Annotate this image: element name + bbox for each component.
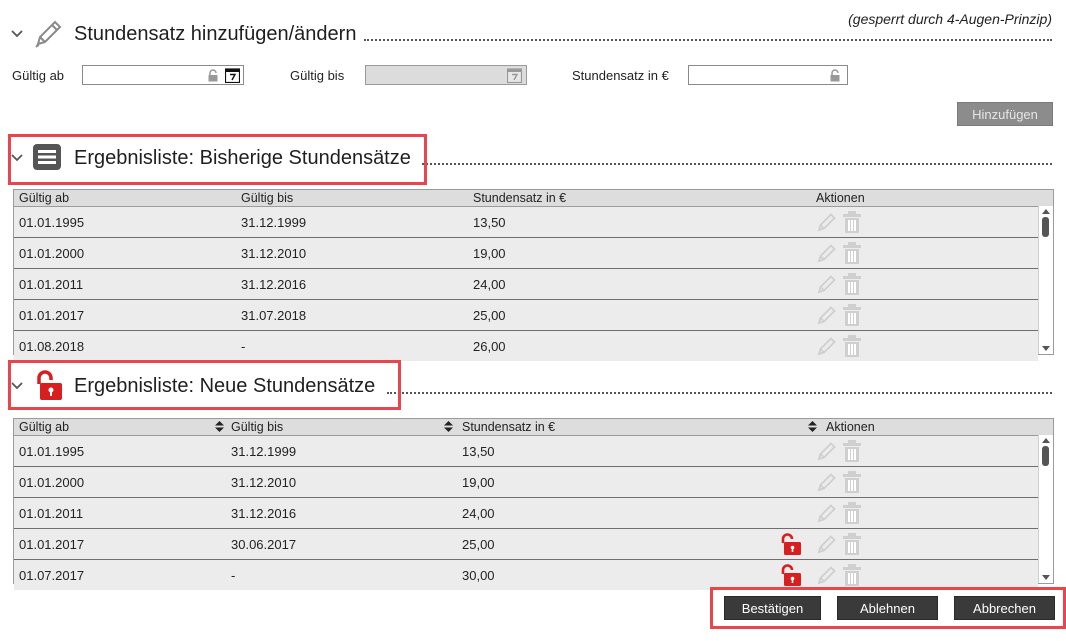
scroll-up-arrow-icon[interactable] xyxy=(1042,438,1050,443)
lock-note: (gesperrt durch 4-Augen-Prinzip) xyxy=(848,11,1052,27)
sort-icon[interactable] xyxy=(444,421,453,435)
table-body xyxy=(14,207,1053,361)
sort-icon[interactable] xyxy=(808,421,817,435)
row-actions xyxy=(816,563,862,590)
table-cell: 24,00 xyxy=(462,506,495,521)
delete-trash-icon[interactable] xyxy=(842,470,862,497)
row-actions xyxy=(816,501,862,528)
table-cell: 25,00 xyxy=(462,537,495,552)
row-actions xyxy=(816,470,862,497)
table-cell: 25,00 xyxy=(473,308,506,323)
table-row[interactable] xyxy=(14,331,1038,361)
highlight-box xyxy=(8,134,427,185)
delete-trash-icon[interactable] xyxy=(842,241,862,268)
table-header xyxy=(14,419,1053,436)
edit-pencil-icon[interactable] xyxy=(816,304,838,329)
lock-icon xyxy=(829,69,841,87)
valid-from-label: Gültig ab xyxy=(12,68,65,83)
table-row[interactable] xyxy=(14,238,1038,269)
new-section-title: Ergebnisliste: Neue Stundensätze xyxy=(74,374,376,397)
table-cell: 01.01.2000 xyxy=(19,475,85,490)
edit-pencil-icon[interactable] xyxy=(816,211,838,236)
valid-to-input xyxy=(366,66,526,84)
table-cell: 01.01.2011 xyxy=(19,506,84,521)
table-cell: 13,50 xyxy=(473,215,506,230)
delete-trash-icon[interactable] xyxy=(842,303,862,330)
unlock-icon[interactable] xyxy=(779,532,803,556)
delete-trash-icon[interactable] xyxy=(842,439,862,466)
table-row[interactable] xyxy=(14,207,1038,238)
column-header: Stundensatz in € xyxy=(473,191,567,205)
table-cell: 13,50 xyxy=(462,444,495,459)
column-header: Gültig ab xyxy=(19,420,70,434)
lock-icon xyxy=(207,69,219,87)
highlight-box xyxy=(8,360,401,410)
column-header: Gültig bis xyxy=(241,191,294,205)
edit-pencil-icon[interactable] xyxy=(816,335,838,360)
table-row[interactable] xyxy=(14,498,1038,529)
table-cell: 01.01.2011 xyxy=(19,277,84,292)
delete-trash-icon[interactable] xyxy=(842,563,862,590)
table-row[interactable] xyxy=(14,300,1038,331)
edit-pencil-icon[interactable] xyxy=(816,533,838,558)
form-section-header xyxy=(10,16,356,52)
scrollbar[interactable] xyxy=(1038,435,1053,583)
edit-pencil-icon[interactable] xyxy=(816,242,838,267)
table-cell: 01.07.2017 xyxy=(19,568,85,583)
section-divider xyxy=(364,39,1052,41)
confirm-button[interactable]: Bestätigen xyxy=(724,596,821,620)
table-cell: 31.12.2010 xyxy=(231,475,297,490)
collapse-chevron-icon[interactable] xyxy=(10,27,24,41)
column-header: Aktionen xyxy=(826,420,875,434)
scrollbar[interactable] xyxy=(1038,206,1053,354)
row-actions xyxy=(816,439,862,466)
edit-pencil-icon[interactable] xyxy=(816,273,838,298)
table-cell: 01.08.2018 xyxy=(19,339,85,354)
row-actions xyxy=(816,303,862,330)
delete-trash-icon[interactable] xyxy=(842,501,862,528)
edit-pencil-icon[interactable] xyxy=(816,502,838,527)
scroll-down-arrow-icon[interactable] xyxy=(1042,346,1050,351)
table-cell: - xyxy=(231,568,236,583)
table-cell: 30.06.2017 xyxy=(231,537,297,552)
new-rates-table xyxy=(13,418,1054,584)
column-header: Gültig bis xyxy=(231,420,284,434)
column-header: Aktionen xyxy=(816,191,865,205)
valid-to-field xyxy=(365,65,527,85)
table-cell: 31.12.2016 xyxy=(231,506,297,521)
table-row[interactable] xyxy=(14,269,1038,300)
calendar-icon xyxy=(507,67,522,88)
table-cell: 01.01.2017 xyxy=(19,537,85,552)
table-cell: 01.01.2017 xyxy=(19,308,85,323)
table-body xyxy=(14,436,1053,590)
table-cell: 31.12.1999 xyxy=(241,215,307,230)
scroll-thumb[interactable] xyxy=(1042,446,1049,466)
form-section-title: Stundensatz hinzufügen/ändern xyxy=(74,22,357,45)
table-cell: 01.01.1995 xyxy=(19,444,85,459)
edit-pencil-icon[interactable] xyxy=(816,564,838,589)
row-actions xyxy=(816,532,862,559)
table-cell: 19,00 xyxy=(462,475,495,490)
column-header: Gültig ab xyxy=(19,191,70,205)
delete-trash-icon[interactable] xyxy=(842,334,862,361)
rate-label: Stundensatz in € xyxy=(572,68,669,83)
rate-field[interactable] xyxy=(688,65,848,85)
row-actions xyxy=(816,241,862,268)
table-cell: 31.12.1999 xyxy=(231,444,297,459)
previous-section-title: Ergebnisliste: Bisherige Stundensätze xyxy=(74,146,411,169)
scroll-up-arrow-icon[interactable] xyxy=(1042,209,1050,214)
section-divider xyxy=(387,392,1052,394)
section-divider xyxy=(422,163,1052,165)
table-row[interactable] xyxy=(14,529,1038,560)
table-cell: 24,00 xyxy=(473,277,506,292)
valid-from-field[interactable] xyxy=(82,65,244,85)
sort-icon[interactable] xyxy=(215,421,224,435)
valid-from-input[interactable] xyxy=(83,66,243,84)
row-actions xyxy=(816,210,862,237)
delete-trash-icon[interactable] xyxy=(842,210,862,237)
table-cell: 30,00 xyxy=(462,568,495,583)
table-header xyxy=(14,190,1053,207)
table-cell: 01.01.1995 xyxy=(19,215,85,230)
cancel-button[interactable]: Abbrechen xyxy=(954,596,1055,620)
pencil-icon xyxy=(32,18,68,50)
previous-rates-table xyxy=(13,189,1054,355)
edit-pencil-icon[interactable] xyxy=(816,440,838,465)
table-row[interactable] xyxy=(14,560,1038,590)
table-cell: - xyxy=(241,339,246,354)
table-row[interactable] xyxy=(14,467,1038,498)
table-cell: 31.07.2018 xyxy=(241,308,307,323)
table-cell: 19,00 xyxy=(473,246,506,261)
table-row[interactable] xyxy=(14,436,1038,467)
delete-trash-icon[interactable] xyxy=(842,532,862,559)
rate-input[interactable] xyxy=(689,66,847,84)
delete-trash-icon[interactable] xyxy=(842,272,862,299)
unlock-icon[interactable] xyxy=(779,563,803,587)
table-cell: 31.12.2010 xyxy=(241,246,307,261)
table-cell: 01.01.2000 xyxy=(19,246,85,261)
scroll-down-arrow-icon[interactable] xyxy=(1042,575,1050,580)
table-cell: 26,00 xyxy=(473,339,506,354)
add-button[interactable]: Hinzufügen xyxy=(957,102,1053,126)
table-cell: 31.12.2016 xyxy=(241,277,307,292)
edit-pencil-icon[interactable] xyxy=(816,471,838,496)
row-actions xyxy=(816,334,862,361)
calendar-icon[interactable] xyxy=(225,67,240,88)
row-actions xyxy=(816,272,862,299)
reject-button[interactable]: Ablehnen xyxy=(837,596,938,620)
valid-to-label: Gültig bis xyxy=(290,68,345,83)
column-header: Stundensatz in € xyxy=(462,420,556,434)
scroll-thumb[interactable] xyxy=(1042,217,1049,237)
